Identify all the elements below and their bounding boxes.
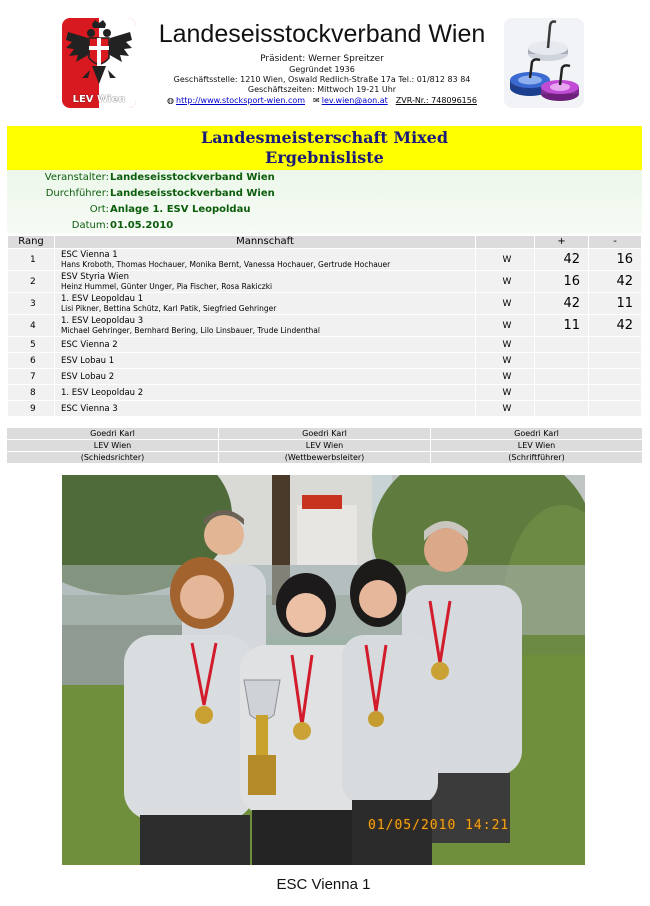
table-row bbox=[8, 337, 641, 352]
president-line: Präsident: Werner Spreitzer bbox=[260, 54, 384, 64]
official-referee bbox=[7, 428, 218, 464]
info-label: Veranstalter: bbox=[44, 172, 109, 183]
officials-block bbox=[7, 428, 642, 464]
category-cell: W bbox=[476, 271, 534, 292]
event-info bbox=[7, 170, 642, 234]
rank-cell: 4 bbox=[8, 315, 54, 336]
table-row bbox=[8, 293, 641, 314]
plus-cell bbox=[535, 337, 588, 352]
column-header-category bbox=[476, 236, 534, 248]
column-header-team: Mannschaft bbox=[55, 236, 475, 248]
email-link[interactable]: lev.wien@aon.at bbox=[321, 96, 388, 105]
team-name: 1. ESV Leopoldau 1 bbox=[61, 293, 144, 304]
official-org: LEV Wien bbox=[7, 440, 218, 451]
team-name: ESC Vienna 2 bbox=[61, 339, 118, 350]
hours-line: Geschäftszeiten: Mittwoch 19-21 Uhr bbox=[247, 85, 397, 94]
team-name: 1. ESV Leopoldau 3 bbox=[61, 315, 144, 326]
rank-cell: 7 bbox=[8, 369, 54, 384]
rank-cell: 3 bbox=[8, 293, 54, 314]
rank-cell: 1 bbox=[8, 249, 54, 270]
table-row bbox=[8, 271, 641, 292]
envelope-icon: ✉ bbox=[313, 96, 320, 105]
team-name: 1. ESV Leopoldau 2 bbox=[61, 387, 144, 398]
official-role: (Schiedsrichter) bbox=[7, 452, 218, 463]
info-value: 01.05.2010 bbox=[110, 220, 174, 231]
minus-cell: 42 bbox=[589, 315, 641, 336]
info-row-date bbox=[7, 218, 642, 234]
category-cell: W bbox=[476, 337, 534, 352]
contact-links bbox=[140, 95, 504, 106]
column-header-rank: Rang bbox=[8, 236, 54, 248]
address-line: Geschäftsstelle: 1210 Wien, Oswald Redlich-Straße 17a Tel.: 01/812 83 84 bbox=[173, 75, 471, 84]
category-cell: W bbox=[476, 249, 534, 270]
document-title-band bbox=[7, 126, 642, 170]
info-row-location bbox=[7, 202, 642, 218]
minus-cell bbox=[589, 369, 641, 384]
official-name: Goedri Karl bbox=[7, 428, 218, 439]
photo-caption: ESC Vienna 1 bbox=[276, 876, 371, 893]
info-value: Anlage 1. ESV Leopoldau bbox=[110, 204, 251, 215]
website-link[interactable]: http://www.stocksport-wien.com bbox=[176, 96, 306, 105]
photo-timestamp: 01/05/2010 14:21 bbox=[368, 818, 510, 833]
table-header-row bbox=[8, 236, 641, 248]
official-role: (Wettbewerbsleiter) bbox=[219, 452, 430, 463]
globe-icon: ◍ bbox=[167, 96, 175, 105]
plus-cell bbox=[535, 385, 588, 400]
info-value: Landeseisstockverband Wien bbox=[110, 172, 275, 183]
official-name: Goedri Karl bbox=[431, 428, 642, 439]
team-photo bbox=[62, 475, 585, 865]
minus-cell: 42 bbox=[589, 271, 641, 292]
minus-cell bbox=[589, 401, 641, 416]
info-label: Durchführer: bbox=[45, 188, 109, 199]
table-row bbox=[8, 249, 641, 270]
plus-cell: 42 bbox=[535, 249, 588, 270]
logo-text: LEV Wien bbox=[72, 94, 126, 105]
rank-cell: 2 bbox=[8, 271, 54, 292]
rank-cell: 8 bbox=[8, 385, 54, 400]
minus-cell bbox=[589, 353, 641, 368]
team-cell bbox=[55, 315, 475, 336]
lev-wien-logo bbox=[62, 18, 136, 108]
results-table bbox=[7, 235, 642, 417]
rank-cell: 5 bbox=[8, 337, 54, 352]
category-cell: W bbox=[476, 353, 534, 368]
official-org: LEV Wien bbox=[431, 440, 642, 451]
official-org: LEV Wien bbox=[219, 440, 430, 451]
team-cell bbox=[55, 369, 475, 384]
team-cell bbox=[55, 271, 475, 292]
plus-cell bbox=[535, 353, 588, 368]
rank-cell: 6 bbox=[8, 353, 54, 368]
plus-cell: 16 bbox=[535, 271, 588, 292]
category-cell: W bbox=[476, 401, 534, 416]
document-subtitle: Ergebnisliste bbox=[265, 148, 384, 167]
team-name: ESV Lobau 2 bbox=[61, 371, 115, 382]
info-label: Ort: bbox=[89, 204, 109, 215]
founded-line: Gegründet 1936 bbox=[289, 65, 355, 74]
minus-cell bbox=[589, 337, 641, 352]
zvr-number: ZVR-Nr.: 748096156 bbox=[395, 96, 477, 105]
plus-cell: 42 bbox=[535, 293, 588, 314]
team-cell bbox=[55, 401, 475, 416]
rank-cell: 9 bbox=[8, 401, 54, 416]
team-cell bbox=[55, 385, 475, 400]
category-cell: W bbox=[476, 369, 534, 384]
table-row bbox=[8, 315, 641, 336]
minus-cell: 16 bbox=[589, 249, 641, 270]
official-competition-director bbox=[219, 428, 430, 464]
team-players: Heinz Hummel, Günter Unger, Pia Fischer, Rosa Rakiczki bbox=[61, 281, 273, 291]
team-cell bbox=[55, 337, 475, 352]
category-cell: W bbox=[476, 385, 534, 400]
info-row-organizer bbox=[7, 170, 642, 186]
team-name: ESV Lobau 1 bbox=[61, 355, 115, 366]
team-name: ESC Vienna 1 bbox=[61, 249, 118, 260]
minus-cell: 11 bbox=[589, 293, 641, 314]
table-row bbox=[8, 369, 641, 384]
plus-cell bbox=[535, 369, 588, 384]
category-cell: W bbox=[476, 315, 534, 336]
minus-cell bbox=[589, 385, 641, 400]
team-name: ESC Vienna 3 bbox=[61, 403, 118, 414]
official-role: (Schriftführer) bbox=[431, 452, 642, 463]
team-players: Michael Gehringer, Bernhard Bering, Lilo Linsbauer, Trude Lindenthal bbox=[61, 325, 320, 335]
official-secretary bbox=[431, 428, 642, 464]
table-row bbox=[8, 401, 641, 416]
column-header-plus: + bbox=[535, 236, 588, 248]
team-cell bbox=[55, 353, 475, 368]
plus-cell: 11 bbox=[535, 315, 588, 336]
team-players: Lisi Pikner, Bettina Schütz, Karl Patik, Siegfried Gehringer bbox=[61, 303, 277, 313]
info-label: Datum: bbox=[71, 220, 109, 231]
info-row-executor bbox=[7, 186, 642, 202]
table-row bbox=[8, 385, 641, 400]
category-cell: W bbox=[476, 293, 534, 314]
team-cell bbox=[55, 293, 475, 314]
plus-cell bbox=[535, 401, 588, 416]
table-row bbox=[8, 353, 641, 368]
curling-stones-image bbox=[504, 18, 584, 108]
eagle-icon bbox=[62, 18, 136, 96]
official-name: Goedri Karl bbox=[219, 428, 430, 439]
document-title: Landesmeisterschaft Mixed bbox=[200, 128, 449, 147]
team-cell bbox=[55, 249, 475, 270]
column-header-minus: - bbox=[589, 236, 641, 248]
team-players: Hans Kroboth, Thomas Hochauer, Monika Bernt, Vanessa Hochauer, Gertrude Hochauer bbox=[61, 259, 391, 269]
team-name: ESV Styria Wien bbox=[61, 271, 130, 282]
info-value: Landeseisstockverband Wien bbox=[110, 188, 275, 199]
organization-title: Landeseisstockverband Wien bbox=[158, 20, 486, 48]
